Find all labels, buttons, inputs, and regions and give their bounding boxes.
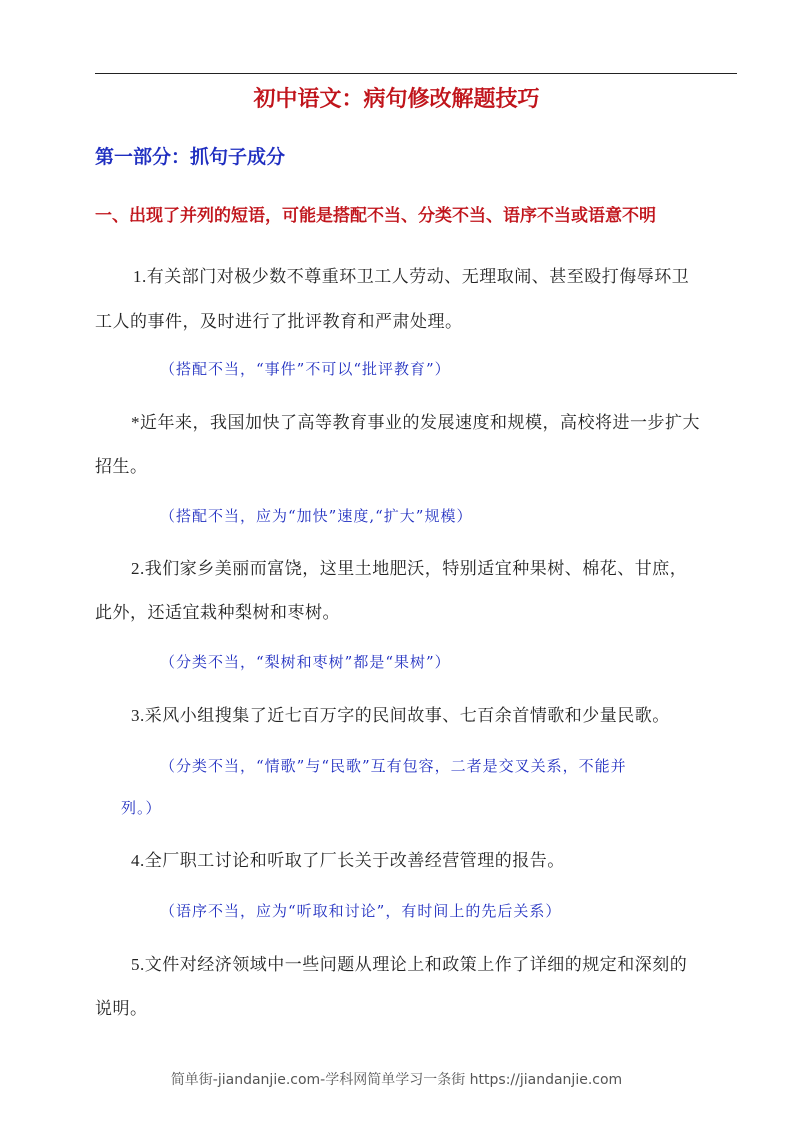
section-heading: 一、出现了并列的短语，可能是搭配不当、分类不当、语序不当或语意不明 [95, 206, 656, 225]
item-2-note: （分类不当，“梨树和枣树”都是“果树”） [160, 653, 451, 671]
header-rule [95, 73, 737, 74]
item-1-note: （搭配不当，“事件”不可以“批评教育”） [160, 360, 451, 378]
item-2-line-2: 此外，还适宜栽种梨树和枣树。 [95, 603, 340, 622]
item-1-line-2: 工人的事件，及时进行了批评教育和严肃处理。 [95, 312, 463, 331]
item-1-line-1: 1.有关部门对极少数不尊重环卫工人劳动、无理取闹、甚至殴打侮辱环卫 [133, 267, 690, 286]
item-star-line-2: 招生。 [95, 457, 148, 476]
item-4-note: （语序不当，应为“听取和讨论”，有时间上的先后关系） [160, 902, 562, 920]
item-5-line-1: 5.文件对经济领域中一些问题从理论上和政策上作了详细的规定和深刻的 [131, 955, 688, 974]
item-2-line-1: 2.我们家乡美丽而富饶，这里土地肥沃，特别适宜种果树、棉花、甘庶， [131, 559, 688, 578]
item-5-line-2: 说明。 [95, 999, 148, 1018]
item-4-line-1: 4.全厂职工讨论和听取了厂长关于改善经营管理的报告。 [131, 851, 565, 870]
item-star-note: （搭配不当，应为“加快”速度,“扩大”规模） [160, 507, 473, 525]
item-3-note-line-1: （分类不当，“情歌”与“民歌”互有包容，二者是交叉关系，不能并 [160, 757, 627, 775]
item-star-line-1: *近年来，我国加快了高等教育事业的发展速度和规模，高校将进一步扩大 [131, 413, 700, 432]
item-3-note-line-2: 列。） [121, 799, 162, 817]
footer-watermark: 简单街-jiandanjie.com-学科网简单学习一条街 https://jiandanjie.com [170, 1072, 623, 1088]
document-title: 初中语文：病句修改解题技巧 [253, 86, 540, 111]
part-heading: 第一部分：抓句子成分 [95, 147, 286, 168]
item-3-line-1: 3.采风小组搜集了近七百万字的民间故事、七百余首情歌和少量民歌。 [131, 706, 670, 725]
